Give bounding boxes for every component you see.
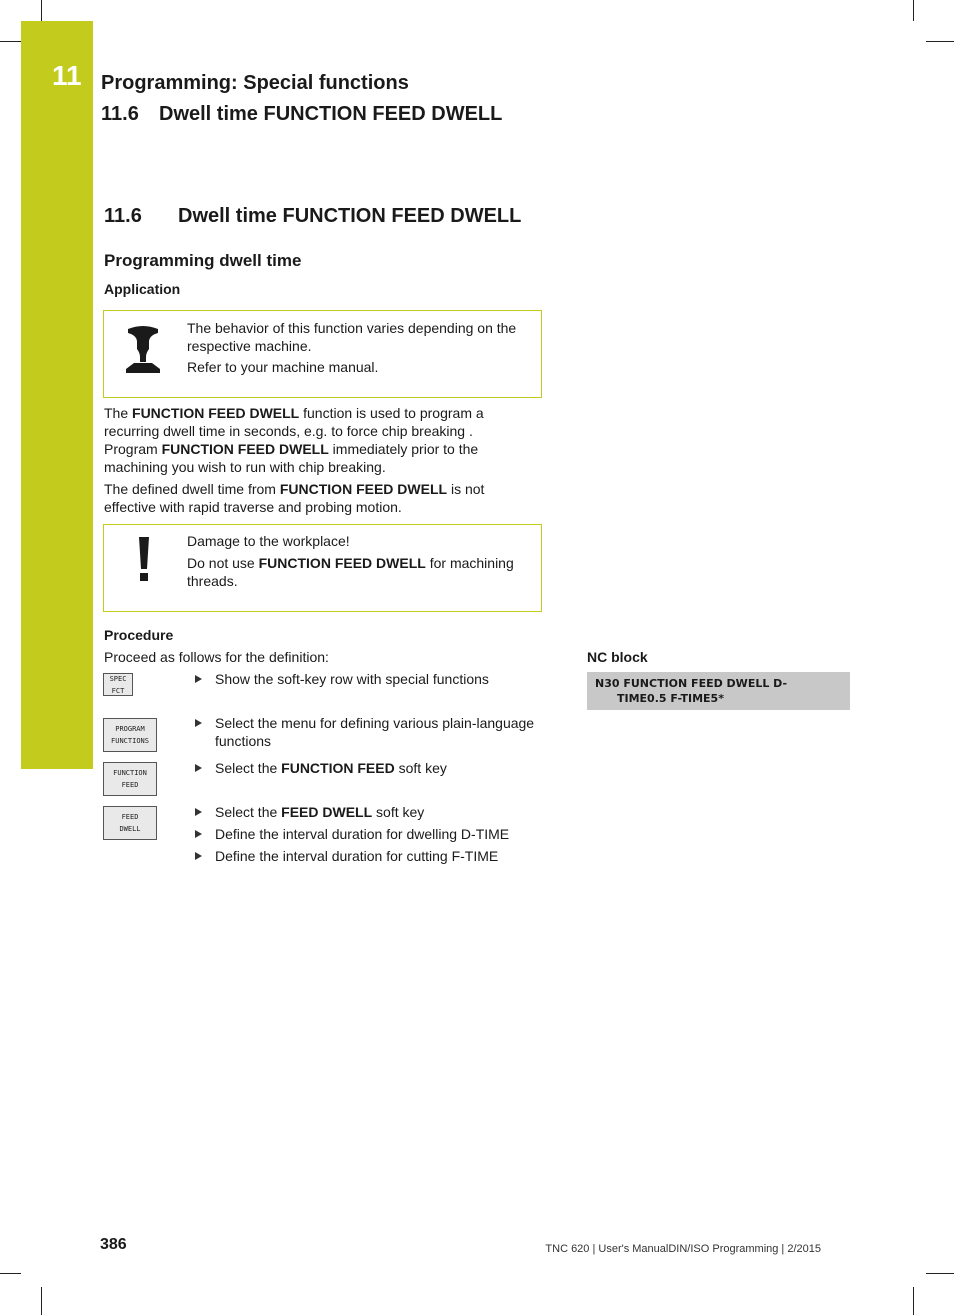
softkey-program-functions[interactable] (103, 718, 157, 752)
crop-mark (926, 41, 954, 42)
softkey-label: FCT (111, 686, 125, 695)
nc-code-line: TIME0.5 F-TIME5* (617, 692, 724, 705)
text-run: Do not use (187, 555, 259, 571)
machine-note-line: The behavior of this function varies depending on the respective machine. (187, 320, 517, 354)
softkey-label: DWELL (119, 825, 141, 833)
keyword: FEED DWELL (281, 804, 373, 820)
bullet-arrow-icon (195, 852, 202, 860)
procedure-step (195, 825, 555, 843)
softkey-label: FUNCTION (113, 769, 147, 777)
bullet-arrow-icon (195, 764, 202, 772)
softkey-function-feed[interactable] (103, 762, 157, 796)
machine-note-text (187, 319, 533, 379)
procedure-step (195, 670, 555, 688)
keyword: FUNCTION FEED (281, 760, 395, 776)
machine-note-line: Refer to your machine manual. (187, 359, 379, 375)
warning-line (187, 554, 533, 590)
bullet-arrow-icon (195, 830, 202, 838)
text-run: is not effective with rapid traverse and probing motion. (104, 481, 485, 515)
crop-mark (0, 1273, 21, 1274)
text-run: for machining threads. (187, 555, 514, 589)
softkey-label: FEED (121, 813, 139, 821)
softkey-label: FUNCTIONS (111, 737, 149, 745)
procedure-step (195, 847, 555, 865)
nc-block-label: NC block (587, 649, 648, 665)
step-text (215, 759, 555, 777)
exclamation-icon (134, 535, 154, 590)
chapter-title: Programming: Special functions (101, 72, 409, 94)
step-text: Define the interval duration for cutting F-TIME (215, 848, 499, 864)
crop-mark (41, 1287, 42, 1315)
text-run: Select the (215, 760, 282, 776)
crop-mark (926, 1273, 954, 1274)
crop-mark (913, 0, 914, 21)
bullet-arrow-icon (195, 675, 202, 683)
application-label: Application (104, 281, 181, 297)
crop-mark (41, 0, 42, 21)
keyword: FUNCTION FEED DWELL (279, 481, 448, 497)
page-number: 386 (100, 1236, 127, 1253)
nc-block-code (587, 672, 850, 710)
text-run: soft key (394, 760, 447, 776)
procedure-label: Procedure (104, 627, 174, 643)
crop-mark (0, 41, 21, 42)
text-run: The (104, 405, 133, 421)
chapter-number: 11 (52, 60, 82, 91)
running-section-number: 11.6 (101, 103, 139, 125)
text-run: function is used to program a recurring dwell time in seconds, e.g. to force chip breaking . Program (104, 405, 484, 457)
softkey-label: FEED (121, 781, 139, 789)
keyword: FUNCTION FEED DWELL (132, 405, 300, 421)
intro-paragraph (104, 404, 514, 476)
text-run: immediately prior to the machining you wish to run with chip breaking. (104, 441, 479, 475)
machine-note-icon (124, 323, 162, 380)
softkey-spec-fct[interactable] (103, 673, 133, 696)
dwell-paragraph (104, 480, 514, 516)
footer-text: TNC 620 | User's ManualDIN/ISO Programming | 2/2015 (545, 1243, 821, 1255)
bullet-arrow-icon (195, 808, 202, 816)
warning-note-text (187, 532, 533, 593)
procedure-intro: Proceed as follows for the definition: (104, 649, 329, 665)
bullet-arrow-icon (195, 719, 202, 727)
procedure-step (195, 714, 555, 750)
text-run: Select the (215, 804, 282, 820)
warning-line: Damage to the workplace! (187, 533, 350, 549)
section-heading (104, 205, 521, 228)
section-number: 11.6 (104, 205, 142, 227)
step-text: Show the soft-key row with special functions (215, 671, 489, 687)
chapter-sidebar (21, 21, 93, 769)
softkey-feed-dwell[interactable] (103, 806, 157, 840)
procedure-step (195, 759, 555, 777)
subheading: Programming dwell time (104, 251, 302, 270)
crop-mark (913, 1287, 914, 1315)
step-text: Select the menu for defining various plain-language functions (215, 715, 535, 749)
text-run: soft key (372, 804, 425, 820)
nc-code-line: N30 FUNCTION FEED DWELL D- (595, 677, 788, 690)
keyword: FUNCTION FEED DWELL (258, 555, 426, 571)
running-section-title: Dwell time FUNCTION FEED DWELL (159, 103, 503, 125)
machine-note-box (103, 310, 542, 398)
warning-note-box (103, 524, 542, 612)
softkey-label: PROGRAM (115, 725, 145, 733)
section-title: Dwell time FUNCTION FEED DWELL (178, 205, 522, 227)
step-text (215, 803, 555, 821)
running-section-header (101, 103, 502, 126)
keyword: FUNCTION FEED DWELL (161, 441, 329, 457)
step-text: Define the interval duration for dwelling D-TIME (215, 826, 510, 842)
softkey-label: SPEC (109, 674, 127, 683)
text-run: The defined dwell time from (104, 481, 280, 497)
procedure-step (195, 803, 555, 821)
